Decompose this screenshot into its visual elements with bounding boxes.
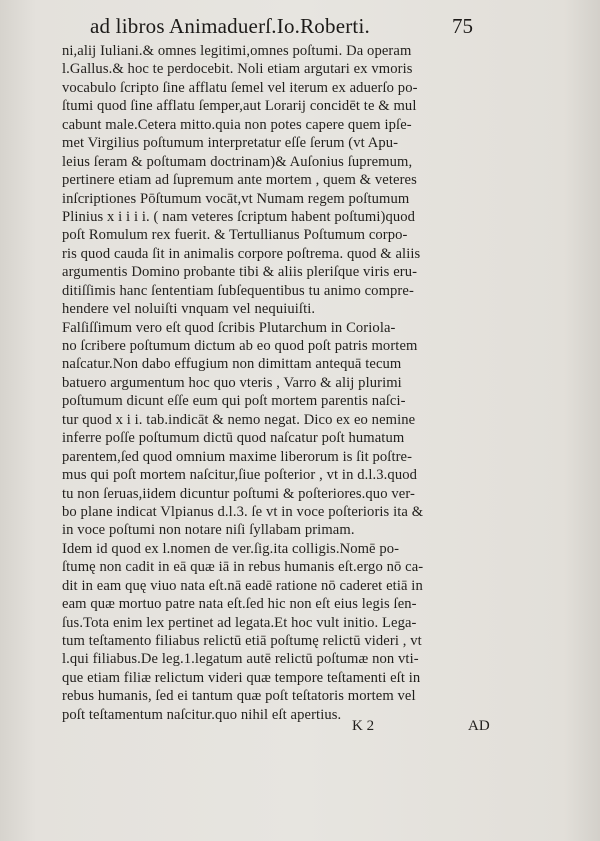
text-line: ſtumę non cadit in eā quæ iā in rebus humanis eſt.ergo nō ca- <box>62 559 424 576</box>
text-line: dit in eam quę viuo nata eſt.nā eadē ratione nō caderet etiā in <box>62 577 423 594</box>
text-line: cabunt male.Cetera mitto.quia non potes capere quem ipſe- <box>62 116 412 133</box>
text-line: rebus humanis, ſed ei tantum quæ poſt teſtatoris mortem vel <box>62 688 416 705</box>
text-line: Falſiſſimum vero eſt quod ſcribis Plutarchum in Coriola- <box>62 319 396 336</box>
page-header <box>0 14 600 44</box>
text-line: tum teſtamento filiabus relictū etiā poſtumę relictū videri , vt <box>62 633 422 649</box>
text-line: leius ſeram & poſtumam doctrinam)& Auſonius ſupremum, <box>62 153 413 170</box>
text-line: met Virgilius poſtumum interpretatur eſſe ſerum (vt Apu- <box>62 135 399 152</box>
text-line: ſus.Tota enim lex pertinet ad legata.Et hoc vult initio. Lega- <box>62 614 417 631</box>
text-line: ſtumi quod ſine afflatu ſemper,aut Lorarij concidēt te & mul <box>62 98 417 115</box>
text-line: tu non ſeruas,iidem dicuntur poſtumi & poſteriores.quo ver- <box>62 485 415 502</box>
text-line: batuero argumentum hoc quo vteris , Varro & alij plurimi <box>62 374 402 391</box>
body-text <box>62 42 522 724</box>
text-line: no ſcribere poſtumum dictum ab eo quod poſt patris mortem <box>62 338 418 354</box>
text-line: in voce poſtumi non notare niſi ſyllabam primam. <box>62 522 355 539</box>
signature-mark: K 2 <box>352 718 375 734</box>
text-line: ris quod cauda ſit in animalis corpore poſtrema. quod & aliis <box>62 245 421 262</box>
text-line: Idem id quod ex l.nomen de ver.ſig.ita colligis.Nomē po- <box>62 540 400 557</box>
text-line: naſcatur.Non dabo effugium non dimittam antequā tecum <box>62 356 402 373</box>
text-line: pertinere etiam ad ſupremum ante mortem , quem & veteres <box>62 172 417 189</box>
page-footer <box>0 718 600 742</box>
text-line: tur quod x i i. tab.indicāt & nemo negat. Dico ex eo nemine <box>62 411 416 428</box>
text-line: poſtumum dicunt eſſe eum qui poſt mortem parentis naſci- <box>62 393 406 410</box>
text-line: vocabulo ſcripto ſine afflatu ſemel vel iterum ex aduerſo po- <box>62 79 418 96</box>
running-title: ad libros Animaduerſ.Io.Roberti. <box>90 14 370 38</box>
text-line: eam quæ mortuo patre nata eſt.ſed hic non eſt eius legis ſen- <box>62 596 417 613</box>
text-line: argumentis Domino probante tibi & aliis pleriſque viris eru- <box>62 264 418 281</box>
text-line: que etiam filiæ relictum videri quæ tempore teſtamenti eſt in <box>62 669 421 686</box>
text-line: inſcriptiones Pōſtumum vocāt,vt Numam regem poſtumum <box>62 190 410 207</box>
catchword: AD <box>468 718 490 734</box>
text-line: poſt teſtamentum naſcitur.quo nihil eſt apertius. <box>62 706 342 723</box>
text-line: poſt Romulum rex fuerit. & Tertullianus Poſtumum corpo- <box>62 227 408 244</box>
text-line: ditiſſimis hanc ſententiam ſubſequentibus tu animo compre- <box>62 282 414 299</box>
text-line: hendere vel noluiſti vnquam vel nequiuiſti. <box>62 301 316 318</box>
text-line: bo plane indicat Vlpianus d.l.3. ſe vt in voce poſterioris ita & <box>62 503 424 520</box>
page-number: 75 <box>452 14 473 38</box>
text-line: mus qui poſt mortem naſcitur,ſiue poſterior , vt in d.l.3.quod <box>62 467 418 484</box>
text-line: inferre poſſe poſtumum dictū quod naſcatur poſt humatum <box>62 430 405 447</box>
text-line: ni,alij Iuliani.& omnes legitimi,omnes poſtumi. Da operam <box>62 43 412 59</box>
text-line: Plinius x i i i i. ( nam veteres ſcriptum habent poſtumi)quod <box>62 208 416 225</box>
text-line: l.Gallus.& hoc te perdocebit. Noli etiam argutari ex vmoris <box>62 61 413 78</box>
text-line: parentem,ſed quod omnium maxime liberorum is ſit poſtre- <box>62 448 413 465</box>
text-line: l.qui filiabus.De leg.1.legatum autē relictū poſtumæ non vti- <box>62 651 419 668</box>
